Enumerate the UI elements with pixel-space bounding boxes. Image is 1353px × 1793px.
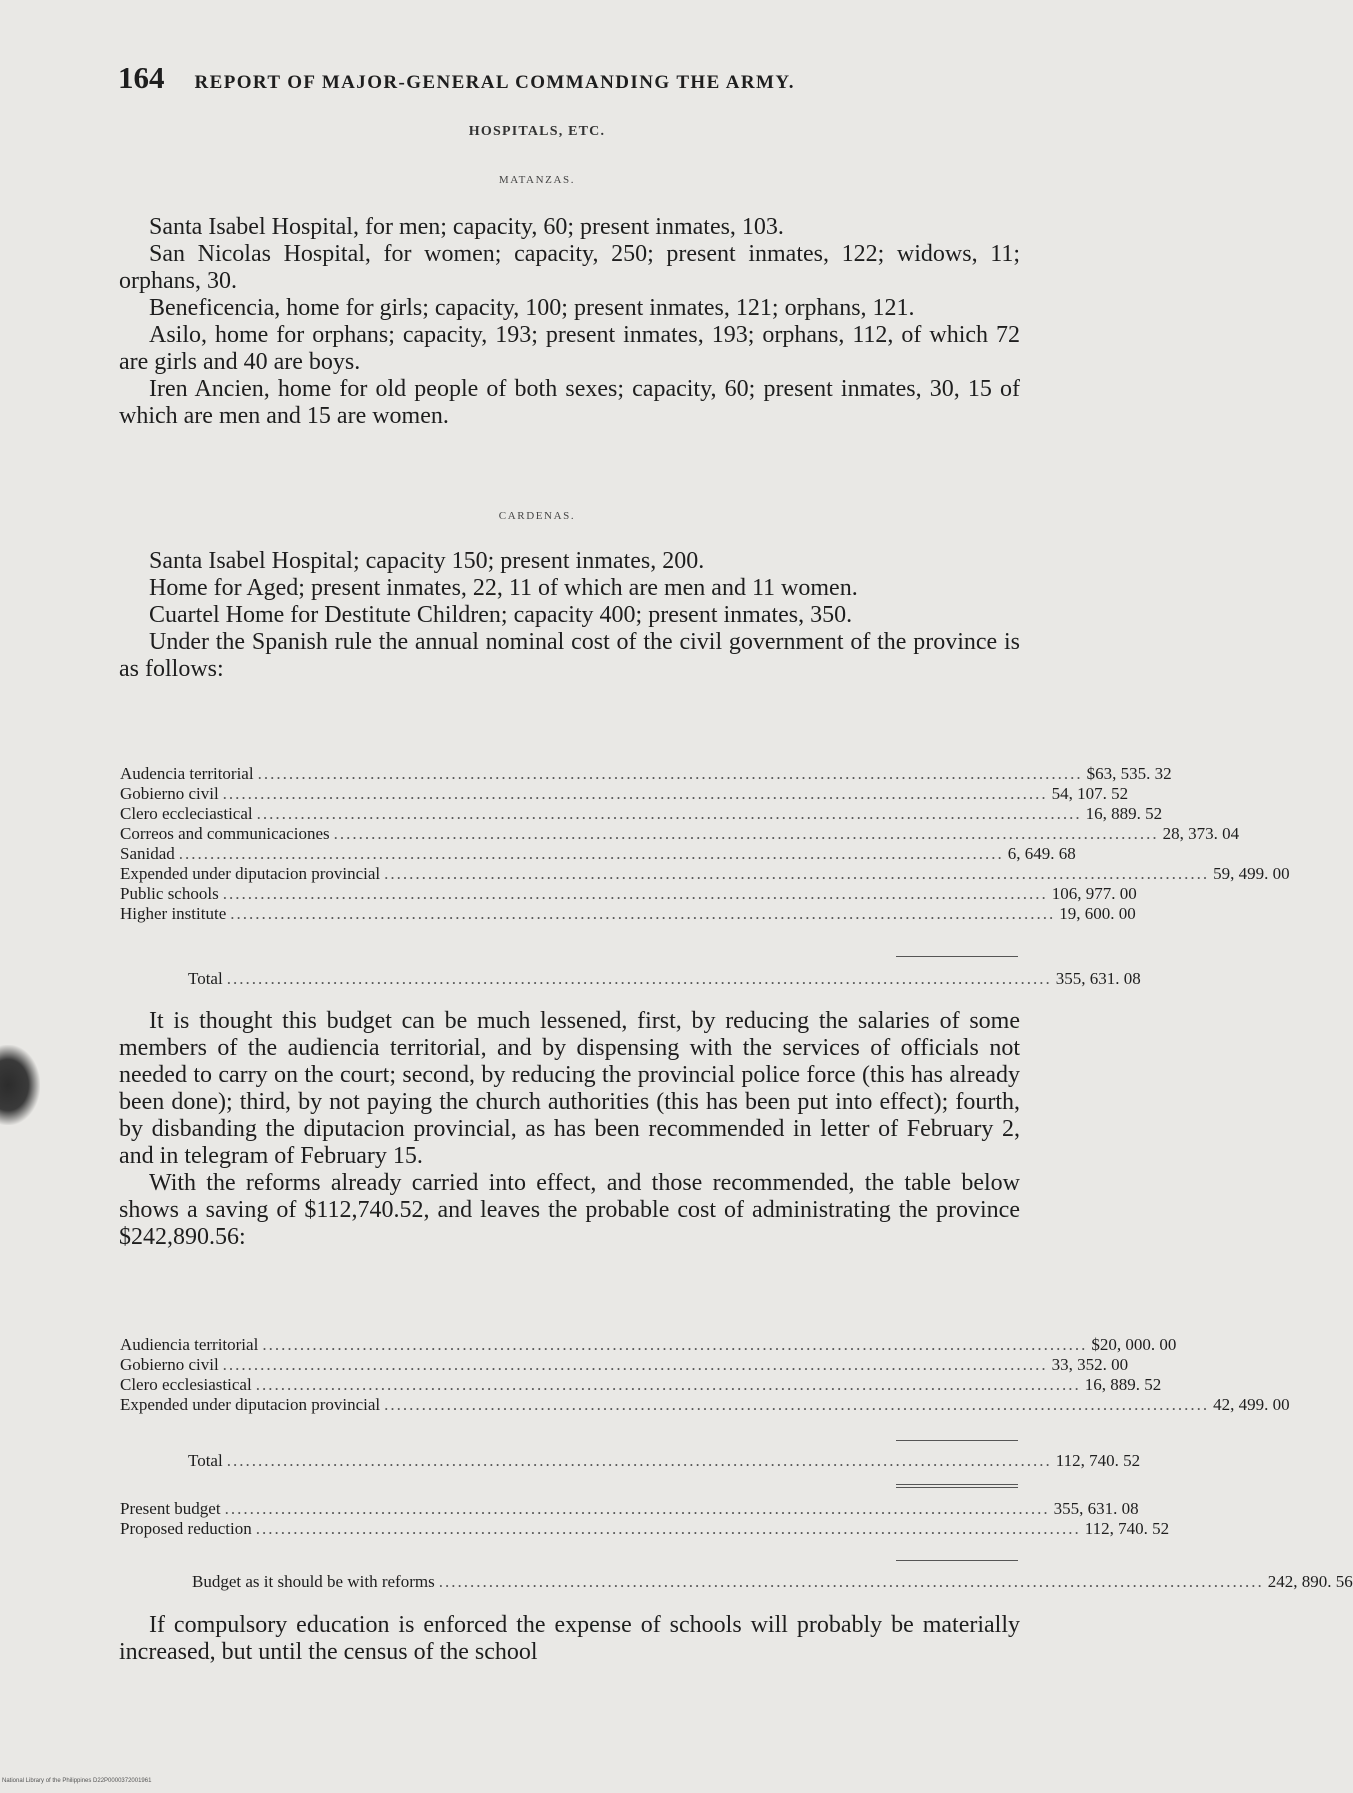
row-value: 54, 107. 52 [1051,784,1129,803]
matanzas-paragraph: Iren Ancien, home for old people of both sexes; capacity, 60; present inmates, 30, 15 of which are men and 15 are women. [119,376,1020,429]
row-label: Audiencia territorial [120,1335,259,1354]
budget-table [120,1499,1170,1539]
table-row: Public schools .................................................................................................................................... 106, 977. 00 [120,884,1137,903]
total-value: 242, 890. 56 [1267,1572,1353,1591]
saving-total [120,1451,1141,1471]
running-title: REPORT OF MAJOR-GENERAL COMMANDING THE ARMY. [194,72,795,93]
total-row: Total .................................................................................................................................... 355, 631. 08 [120,969,1020,989]
total-row: Budget as it should be with reforms .................................................................................................................................... 242, 890. 56 [120,1572,1020,1592]
row-value: 16, 889. 52 [1085,804,1163,823]
table-row: Expended under diputacion provincial .................................................................................................................................... 59, 499. 00 [120,864,1290,883]
reform-paragraphs [119,1008,1020,1251]
total-label: Total [188,969,223,988]
table-row: Gobierno civil .................................................................................................................................... 54, 107. 52 [120,784,1129,803]
cardenas-paragraphs [119,548,1020,683]
cardenas-paragraph: Cuartel Home for Destitute Children; capacity 400; present inmates, 350. [149,602,853,628]
row-label: Sanidad [120,844,175,863]
table-row: Clero eccleciastical .................................................................................................................................... 16, 889. 52 [120,804,1163,823]
budget-result [120,1572,1353,1592]
cardenas-paragraph: Home for Aged; present inmates, 22, 11 of which are men and 11 women. [149,575,858,601]
table-row: Audiencia territorial .................................................................................................................................... $20, 000. 00 [120,1335,1177,1354]
row-label: Expended under diputacion provincial [120,864,381,883]
row-value: 355, 631. 08 [1053,1499,1139,1518]
table-row: Higher institute .................................................................................................................................... 19, 600. 00 [120,904,1136,923]
total-rule [896,1440,1018,1441]
table-row: Present budget .................................................................................................................................... 355, 631. 08 [120,1499,1139,1518]
cardenas-paragraph: Under the Spanish rule the annual nominal cost of the civil government of the province is as follows: [119,629,1020,682]
cardenas-paragraph: Santa Isabel Hospital; capacity 150; present inmates, 200. [149,548,705,574]
row-label: Present budget [120,1499,221,1518]
page-header [118,60,958,96]
matanzas-paragraph: Santa Isabel Hospital, for men; capacity, 60; present inmates, 103. [149,214,784,240]
scan-footer-note: National Library of the Philippines D22P0000372001961 [2,1778,152,1784]
row-value: $20, 000. 00 [1091,1335,1177,1354]
row-label: Correos and communicaciones [120,824,330,843]
row-label: Higher institute [120,904,227,923]
matanzas-paragraph: San Nicolas Hospital, for women; capacity, 250; present inmates, 122; widows, 11; orphans, 30. [119,241,1020,294]
table-row: Audencia territorial .................................................................................................................................... $63, 535. 32 [120,764,1172,783]
row-label: Clero ecclesiastical [120,1375,252,1394]
row-label: Public schools [120,884,219,903]
cost-total [120,969,1141,989]
row-value: 28, 373. 04 [1162,824,1240,843]
row-label: Expended under diputacion provincial [120,1395,381,1414]
row-label: Clero eccleciastical [120,804,253,823]
matanzas-heading: MATANZAS. [498,174,576,186]
total-label: Budget as it should be with reforms [192,1572,435,1591]
row-value: 16, 889. 52 [1084,1375,1162,1394]
row-value: 33, 352. 00 [1051,1355,1129,1374]
row-label: Proposed reduction [120,1519,252,1538]
scan-blemish [0,1045,40,1125]
table-row: Expended under diputacion provincial .................................................................................................................................... 42, 499. 00 [120,1395,1290,1414]
total-rule [896,956,1018,957]
row-label: Gobierno civil [120,784,219,803]
total-row: Total .................................................................................................................................... 112, 740. 52 [120,1451,1020,1471]
table-row: Proposed reduction .................................................................................................................................... 112, 740. 52 [120,1519,1170,1538]
closing-paragraph-block [119,1612,1020,1666]
row-value: 19, 600. 00 [1059,904,1136,923]
saving-table [120,1335,1290,1415]
table-row: Correos and communicaciones .................................................................................................................................... 28, 373. 04 [120,824,1240,843]
matanzas-paragraph: Asilo, home for orphans; capacity, 193; present inmates, 193; orphans, 112, of which 72 are girls and 40 are boys. [119,322,1020,375]
total-rule [896,1560,1018,1561]
row-value: 42, 499. 00 [1213,1395,1290,1414]
row-value: 59, 499. 00 [1213,864,1290,883]
page-number: 164 [118,60,165,95]
row-value: $63, 535. 32 [1086,764,1172,783]
total-label: Total [188,1451,223,1470]
reform-paragraph: With the reforms already carried into effect, and those recommended, the table below shows a saving of $112,740.52, and leaves the probable cost of administrating the province $242,890.56: [119,1170,1020,1250]
table-row: Gobierno civil .................................................................................................................................... 33, 352. 00 [120,1355,1129,1374]
row-value: 106, 977. 00 [1051,884,1137,903]
closing-paragraph: If compulsory education is enforced the expense of schools will probably be materially increased, but until the census of the school [119,1612,1020,1665]
section-title: HOSPITALS, ETC. [468,124,606,139]
double-rule [896,1484,1018,1488]
table-row: Sanidad .................................................................................................................................... 6, 649. 68 [120,844,1076,863]
row-label: Audencia territorial [120,764,254,783]
matanzas-paragraph: Beneficencia, home for girls; capacity, 100; present inmates, 121; orphans, 121. [149,295,915,321]
total-value: 355, 631. 08 [1055,969,1141,988]
table-row: Clero ecclesiastical .................................................................................................................................... 16, 889. 52 [120,1375,1162,1394]
matanzas-paragraphs [119,214,1020,430]
cost-table [120,764,1290,924]
cardenas-heading: CARDENAS. [498,510,576,522]
row-label: Gobierno civil [120,1355,219,1374]
row-value: 6, 649. 68 [1007,844,1076,863]
reform-paragraph: It is thought this budget can be much lessened, first, by reducing the salaries of some members of the audiencia territorial, and by dispensing with the services of officials not needed to carry on the court; second, by reducing the provincial police force (this has already been done); third, by not paying the church authorities (this has been put into effect); fourth, by disbanding the diputacion provincial, as has been recommended in letter of February 2, and in telegram of February 15. [119,1008,1020,1169]
row-value: 112, 740. 52 [1084,1519,1170,1538]
total-value: 112, 740. 52 [1055,1451,1141,1470]
